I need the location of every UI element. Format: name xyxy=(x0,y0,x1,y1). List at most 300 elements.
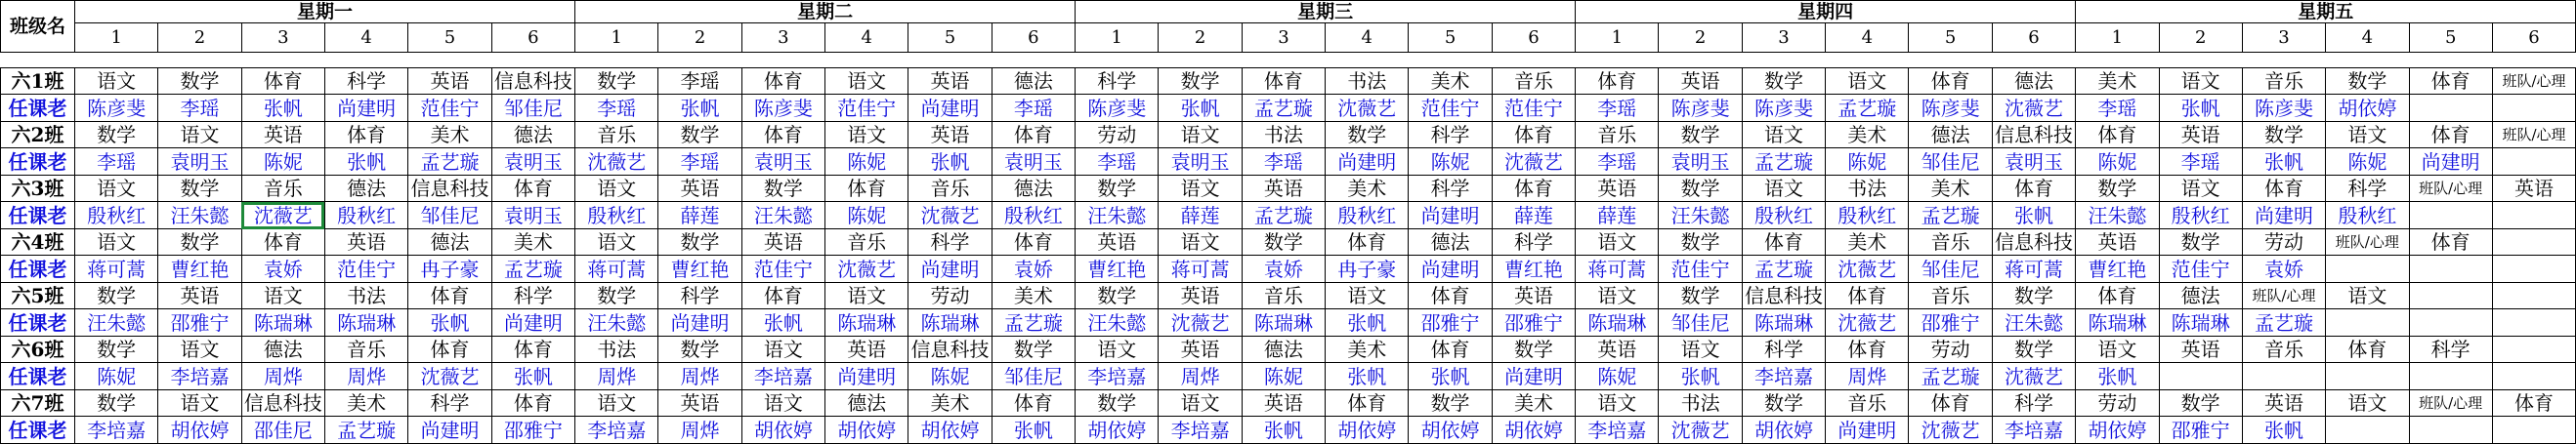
spacer-cell[interactable] xyxy=(1576,53,1659,68)
spacer-cell[interactable] xyxy=(741,53,824,68)
teacher-cell[interactable]: 陈瑞琳 xyxy=(825,309,908,337)
teacher-cell[interactable]: 张帆 xyxy=(408,309,491,337)
subject-cell[interactable]: 英语 xyxy=(908,68,992,95)
subject-cell[interactable]: 英语 xyxy=(1242,176,1325,202)
subject-cell[interactable]: 数学 xyxy=(75,122,158,148)
subject-cell[interactable]: 美术 xyxy=(2076,68,2159,95)
teacher-cell[interactable]: 蒋可蒿 xyxy=(1576,256,1659,283)
teacher-cell[interactable]: 尚建明 xyxy=(1409,202,1492,229)
teacher-cell[interactable]: 范佳宁 xyxy=(1409,95,1492,122)
period-number-header[interactable]: 1 xyxy=(75,23,158,53)
subject-cell[interactable]: 书法 xyxy=(1326,68,1409,95)
subject-cell[interactable]: 语文 xyxy=(741,337,824,363)
period-number-header[interactable]: 3 xyxy=(1242,23,1325,53)
period-number-header[interactable]: 2 xyxy=(1159,23,1242,53)
subject-cell[interactable]: 数学 xyxy=(1409,390,1492,417)
teacher-cell[interactable]: 胡依婷 xyxy=(908,417,992,444)
subject-cell[interactable]: 音乐 xyxy=(1242,283,1325,309)
subject-cell[interactable]: 体育 xyxy=(1409,283,1492,309)
teacher-cell[interactable]: 范佳宁 xyxy=(1659,256,1742,283)
teacher-cell[interactable]: 胡依婷 xyxy=(2326,95,2409,122)
subject-cell[interactable]: 科学 xyxy=(491,283,574,309)
subject-cell[interactable]: 体育 xyxy=(241,68,324,95)
subject-cell[interactable]: 科学 xyxy=(2326,176,2409,202)
subject-cell[interactable]: 英语 xyxy=(1492,283,1575,309)
teacher-cell[interactable]: 张帆 xyxy=(992,417,1075,444)
spacer-cell[interactable] xyxy=(1826,53,1909,68)
teacher-cell[interactable]: 曹红艳 xyxy=(658,256,741,283)
teacher-cell[interactable] xyxy=(2326,417,2409,444)
teacher-cell[interactable]: 袁娇 xyxy=(241,256,324,283)
teacher-cell[interactable] xyxy=(2409,256,2492,283)
subject-cell[interactable]: 书法 xyxy=(575,337,658,363)
subject-cell[interactable]: 英语 xyxy=(658,176,741,202)
subject-cell[interactable]: 体育 xyxy=(825,176,908,202)
spacer-cell[interactable] xyxy=(2242,53,2325,68)
row-label[interactable]: 任课老 xyxy=(1,363,75,390)
teacher-cell[interactable]: 孟艺璇 xyxy=(992,309,1075,337)
subject-cell[interactable]: 体育 xyxy=(1326,229,1409,256)
subject-cell[interactable]: 体育 xyxy=(1242,68,1325,95)
teacher-cell[interactable]: 胡依婷 xyxy=(1492,417,1575,444)
subject-cell[interactable]: 李瑶 xyxy=(658,68,741,95)
subject-cell[interactable]: 数学 xyxy=(1659,229,1742,256)
period-number-header[interactable]: 3 xyxy=(2242,23,2325,53)
subject-cell[interactable]: 音乐 xyxy=(1576,122,1659,148)
subject-cell[interactable]: 英语 xyxy=(1576,337,1659,363)
teacher-cell[interactable]: 胡依婷 xyxy=(2076,417,2159,444)
subject-cell[interactable]: 语文 xyxy=(825,122,908,148)
subject-cell[interactable]: 英语 xyxy=(908,122,992,148)
subject-cell[interactable]: 信息科技 xyxy=(1992,122,2075,148)
subject-cell[interactable]: 语文 xyxy=(825,68,908,95)
subject-cell[interactable]: 班队/心理 xyxy=(2492,122,2575,148)
subject-cell[interactable]: 音乐 xyxy=(2242,337,2325,363)
subject-cell[interactable]: 科学 xyxy=(1742,337,1825,363)
subject-cell[interactable]: 音乐 xyxy=(241,176,324,202)
row-label[interactable]: 任课老 xyxy=(1,202,75,229)
subject-cell[interactable]: 语文 xyxy=(2326,283,2409,309)
subject-cell[interactable]: 英语 xyxy=(825,337,908,363)
subject-cell[interactable]: 德法 xyxy=(992,176,1075,202)
subject-cell[interactable]: 信息科技 xyxy=(908,337,992,363)
teacher-cell[interactable] xyxy=(2326,309,2409,337)
subject-cell[interactable]: 书法 xyxy=(1659,390,1742,417)
teacher-cell[interactable]: 邵雅宁 xyxy=(1492,309,1575,337)
subject-cell[interactable]: 语文 xyxy=(2326,390,2409,417)
day-header[interactable]: 星期三 xyxy=(1076,1,1576,23)
teacher-cell[interactable]: 李培嘉 xyxy=(1576,417,1659,444)
teacher-cell[interactable]: 李瑶 xyxy=(992,95,1075,122)
period-number-header[interactable]: 2 xyxy=(1659,23,1742,53)
subject-cell[interactable]: 体育 xyxy=(741,122,824,148)
subject-cell[interactable]: 语文 xyxy=(575,176,658,202)
teacher-cell[interactable]: 张帆 xyxy=(1159,95,1242,122)
teacher-cell[interactable]: 邹佳尼 xyxy=(1909,148,1992,176)
teacher-cell[interactable]: 沈薇艺 xyxy=(241,202,324,229)
teacher-cell[interactable]: 沈薇艺 xyxy=(908,202,992,229)
teacher-cell[interactable] xyxy=(2492,256,2575,283)
subject-cell[interactable]: 体育 xyxy=(2492,390,2575,417)
spacer-cell[interactable] xyxy=(658,53,741,68)
teacher-cell[interactable]: 袁明玉 xyxy=(491,202,574,229)
subject-cell[interactable]: 劳动 xyxy=(908,283,992,309)
subject-cell[interactable]: 科学 xyxy=(1992,390,2075,417)
teacher-cell[interactable]: 尚建明 xyxy=(908,95,992,122)
teacher-cell[interactable]: 孟艺璇 xyxy=(1826,95,1909,122)
subject-cell[interactable]: 数学 xyxy=(1742,390,1825,417)
teacher-cell[interactable]: 李培嘉 xyxy=(1076,363,1159,390)
subject-cell[interactable]: 劳动 xyxy=(2076,390,2159,417)
teacher-cell[interactable]: 尚建明 xyxy=(1492,363,1575,390)
subject-cell[interactable]: 英语 xyxy=(741,229,824,256)
teacher-cell[interactable]: 陈瑞琳 xyxy=(1576,309,1659,337)
teacher-cell[interactable]: 陈妮 xyxy=(1576,363,1659,390)
teacher-cell[interactable]: 汪朱懿 xyxy=(75,309,158,337)
spacer-cell[interactable] xyxy=(908,53,992,68)
subject-cell[interactable]: 英语 xyxy=(158,283,241,309)
subject-cell[interactable]: 语文 xyxy=(1659,337,1742,363)
spacer-cell[interactable] xyxy=(1,53,75,68)
subject-cell[interactable]: 班队/心理 xyxy=(2492,68,2575,95)
subject-cell[interactable]: 英语 xyxy=(408,68,491,95)
period-number-header[interactable]: 5 xyxy=(908,23,992,53)
teacher-cell[interactable]: 袁明玉 xyxy=(1659,148,1742,176)
period-number-header[interactable]: 6 xyxy=(2492,23,2575,53)
teacher-cell[interactable]: 沈薇艺 xyxy=(1826,256,1909,283)
spacer-cell[interactable] xyxy=(1326,53,1409,68)
subject-cell[interactable]: 体育 xyxy=(1326,390,1409,417)
subject-cell[interactable]: 体育 xyxy=(1492,122,1575,148)
subject-cell[interactable]: 语文 xyxy=(575,229,658,256)
teacher-cell[interactable]: 尚建明 xyxy=(1326,148,1409,176)
teacher-cell[interactable]: 胡依婷 xyxy=(741,417,824,444)
subject-cell[interactable]: 数学 xyxy=(158,176,241,202)
day-header[interactable]: 星期五 xyxy=(2076,1,2576,23)
subject-cell[interactable]: 语文 xyxy=(241,283,324,309)
subject-cell[interactable]: 英语 xyxy=(2242,390,2325,417)
teacher-cell[interactable]: 范佳宁 xyxy=(1492,95,1575,122)
teacher-cell[interactable]: 陈瑞琳 xyxy=(2159,309,2242,337)
teacher-cell[interactable]: 周烨 xyxy=(1826,363,1909,390)
subject-cell[interactable]: 音乐 xyxy=(1909,229,1992,256)
subject-cell[interactable]: 美术 xyxy=(408,122,491,148)
teacher-cell[interactable]: 陈妮 xyxy=(908,363,992,390)
subject-cell[interactable]: 数学 xyxy=(2242,122,2325,148)
teacher-cell[interactable]: 孟艺璇 xyxy=(408,148,491,176)
teacher-cell[interactable] xyxy=(2492,309,2575,337)
teacher-cell[interactable]: 陈妮 xyxy=(241,148,324,176)
teacher-cell[interactable]: 周烨 xyxy=(241,363,324,390)
subject-cell[interactable]: 书法 xyxy=(1242,122,1325,148)
teacher-cell[interactable]: 孟艺璇 xyxy=(1909,363,1992,390)
teacher-cell[interactable]: 沈薇艺 xyxy=(408,363,491,390)
subject-cell[interactable]: 语文 xyxy=(1159,390,1242,417)
subject-cell[interactable]: 英语 xyxy=(1159,337,1242,363)
subject-cell[interactable]: 数学 xyxy=(1992,337,2075,363)
teacher-cell[interactable]: 沈薇艺 xyxy=(1659,417,1742,444)
row-label[interactable]: 六5班 xyxy=(1,283,75,309)
teacher-cell[interactable]: 邵雅宁 xyxy=(1409,309,1492,337)
subject-cell[interactable]: 美术 xyxy=(491,229,574,256)
subject-cell[interactable]: 音乐 xyxy=(324,337,407,363)
subject-cell[interactable]: 数学 xyxy=(992,337,1075,363)
subject-cell[interactable]: 德法 xyxy=(408,229,491,256)
period-number-header[interactable]: 4 xyxy=(324,23,407,53)
teacher-cell[interactable]: 陈妮 xyxy=(2076,148,2159,176)
subject-cell[interactable]: 体育 xyxy=(741,283,824,309)
teacher-cell[interactable]: 李瑶 xyxy=(158,95,241,122)
subject-cell[interactable]: 语文 xyxy=(1576,283,1659,309)
teacher-cell[interactable] xyxy=(2159,363,2242,390)
teacher-cell[interactable]: 邵佳尼 xyxy=(241,417,324,444)
teacher-cell[interactable]: 邵雅宁 xyxy=(2159,417,2242,444)
subject-cell[interactable]: 体育 xyxy=(1826,283,1909,309)
subject-cell[interactable]: 语文 xyxy=(1742,176,1825,202)
subject-cell[interactable]: 语文 xyxy=(1159,122,1242,148)
period-number-header[interactable]: 3 xyxy=(241,23,324,53)
subject-cell[interactable]: 美术 xyxy=(908,390,992,417)
teacher-cell[interactable]: 汪朱懿 xyxy=(1992,309,2075,337)
teacher-cell[interactable] xyxy=(2492,202,2575,229)
teacher-cell[interactable]: 邵雅宁 xyxy=(1909,309,1992,337)
subject-cell[interactable]: 科学 xyxy=(1492,229,1575,256)
subject-cell[interactable]: 班队/心理 xyxy=(2409,176,2492,202)
subject-cell[interactable]: 体育 xyxy=(992,390,1075,417)
teacher-cell[interactable]: 袁明玉 xyxy=(1159,148,1242,176)
spacer-cell[interactable] xyxy=(1992,53,2075,68)
teacher-cell[interactable]: 尚建明 xyxy=(1826,417,1909,444)
subject-cell[interactable]: 德法 xyxy=(241,337,324,363)
subject-cell[interactable]: 数学 xyxy=(75,337,158,363)
teacher-cell[interactable]: 陈瑞琳 xyxy=(324,309,407,337)
spacer-cell[interactable] xyxy=(491,53,574,68)
teacher-cell[interactable]: 殷秋红 xyxy=(1742,202,1825,229)
teacher-cell[interactable]: 李瑶 xyxy=(1242,148,1325,176)
subject-cell[interactable]: 语文 xyxy=(1826,68,1909,95)
teacher-cell[interactable]: 李培嘉 xyxy=(158,363,241,390)
subject-cell[interactable]: 英语 xyxy=(2159,337,2242,363)
teacher-cell[interactable]: 袁娇 xyxy=(2242,256,2325,283)
subject-cell[interactable]: 体育 xyxy=(992,229,1075,256)
teacher-cell[interactable]: 李培嘉 xyxy=(75,417,158,444)
subject-cell[interactable]: 数学 xyxy=(75,390,158,417)
period-number-header[interactable]: 1 xyxy=(1576,23,1659,53)
subject-cell[interactable]: 语文 xyxy=(1076,337,1159,363)
teacher-cell[interactable]: 周烨 xyxy=(575,363,658,390)
period-number-header[interactable]: 2 xyxy=(658,23,741,53)
teacher-cell[interactable]: 袁明玉 xyxy=(491,148,574,176)
subject-cell[interactable]: 数学 xyxy=(2076,176,2159,202)
subject-cell[interactable]: 德法 xyxy=(2159,283,2242,309)
subject-cell[interactable]: 体育 xyxy=(491,390,574,417)
subject-cell[interactable]: 数学 xyxy=(1076,176,1159,202)
subject-cell[interactable]: 数学 xyxy=(75,283,158,309)
teacher-cell[interactable]: 沈薇艺 xyxy=(575,148,658,176)
teacher-cell[interactable]: 张帆 xyxy=(1326,363,1409,390)
teacher-cell[interactable]: 孟艺璇 xyxy=(1242,202,1325,229)
subject-cell[interactable]: 音乐 xyxy=(1826,390,1909,417)
subject-cell[interactable] xyxy=(2492,283,2575,309)
teacher-cell[interactable]: 薛莲 xyxy=(1159,202,1242,229)
teacher-cell[interactable]: 尚建明 xyxy=(324,95,407,122)
subject-cell[interactable]: 班队/心理 xyxy=(2326,229,2409,256)
subject-cell[interactable]: 英语 xyxy=(1159,283,1242,309)
teacher-cell[interactable]: 孟艺璇 xyxy=(491,256,574,283)
subject-cell[interactable]: 科学 xyxy=(408,390,491,417)
teacher-cell[interactable]: 张帆 xyxy=(1242,417,1325,444)
teacher-cell[interactable]: 薛莲 xyxy=(1576,202,1659,229)
subject-cell[interactable]: 语文 xyxy=(158,337,241,363)
teacher-cell[interactable]: 袁明玉 xyxy=(1992,148,2075,176)
teacher-cell[interactable]: 范佳宁 xyxy=(2159,256,2242,283)
subject-cell[interactable]: 数学 xyxy=(158,68,241,95)
teacher-cell[interactable]: 尚建明 xyxy=(2242,202,2325,229)
subject-cell[interactable]: 英语 xyxy=(2159,122,2242,148)
teacher-cell[interactable]: 周烨 xyxy=(658,363,741,390)
spacer-cell[interactable] xyxy=(1909,53,1992,68)
subject-cell[interactable]: 语文 xyxy=(2076,337,2159,363)
teacher-cell[interactable]: 汪朱懿 xyxy=(741,202,824,229)
period-number-header[interactable]: 1 xyxy=(2076,23,2159,53)
teacher-cell[interactable] xyxy=(2409,363,2492,390)
subject-cell[interactable]: 音乐 xyxy=(1909,283,1992,309)
teacher-cell[interactable]: 陈彦斐 xyxy=(75,95,158,122)
subject-cell[interactable]: 体育 xyxy=(241,229,324,256)
teacher-cell[interactable]: 张帆 xyxy=(1992,202,2075,229)
subject-cell[interactable]: 数学 xyxy=(575,283,658,309)
teacher-cell[interactable] xyxy=(2409,95,2492,122)
subject-cell[interactable]: 语文 xyxy=(1159,229,1242,256)
spacer-cell[interactable] xyxy=(2326,53,2409,68)
teacher-cell[interactable]: 胡依婷 xyxy=(825,417,908,444)
row-label[interactable]: 任课老 xyxy=(1,256,75,283)
teacher-cell[interactable]: 邹佳尼 xyxy=(491,95,574,122)
row-label[interactable]: 任课老 xyxy=(1,417,75,444)
subject-cell[interactable]: 数学 xyxy=(658,337,741,363)
teacher-cell[interactable]: 沈薇艺 xyxy=(825,256,908,283)
subject-cell[interactable]: 德法 xyxy=(825,390,908,417)
teacher-cell[interactable]: 薛莲 xyxy=(1492,202,1575,229)
spacer-cell[interactable] xyxy=(575,53,658,68)
teacher-cell[interactable]: 汪朱懿 xyxy=(1076,202,1159,229)
teacher-cell[interactable] xyxy=(2492,363,2575,390)
subject-cell[interactable]: 音乐 xyxy=(825,229,908,256)
subject-cell[interactable]: 体育 xyxy=(408,283,491,309)
teacher-cell[interactable]: 陈瑞琳 xyxy=(1742,309,1825,337)
subject-cell[interactable]: 英语 xyxy=(2076,229,2159,256)
teacher-cell[interactable]: 李瑶 xyxy=(2076,95,2159,122)
subject-cell[interactable]: 体育 xyxy=(1909,390,1992,417)
subject-cell[interactable]: 数学 xyxy=(2159,229,2242,256)
teacher-cell[interactable]: 汪朱懿 xyxy=(1659,202,1742,229)
subject-cell[interactable]: 数学 xyxy=(1659,176,1742,202)
subject-cell[interactable]: 德法 xyxy=(1242,337,1325,363)
subject-cell[interactable]: 科学 xyxy=(658,283,741,309)
subject-cell[interactable]: 语文 xyxy=(158,122,241,148)
subject-cell[interactable]: 体育 xyxy=(2076,122,2159,148)
teacher-cell[interactable]: 陈瑞琳 xyxy=(1242,309,1325,337)
subject-cell[interactable]: 科学 xyxy=(908,229,992,256)
subject-cell[interactable]: 数学 xyxy=(575,68,658,95)
subject-cell[interactable]: 数学 xyxy=(1326,122,1409,148)
subject-cell[interactable]: 英语 xyxy=(241,122,324,148)
subject-cell[interactable]: 德法 xyxy=(491,122,574,148)
teacher-cell[interactable]: 蒋可蒿 xyxy=(1159,256,1242,283)
subject-cell[interactable]: 英语 xyxy=(1242,390,1325,417)
row-label[interactable]: 六3班 xyxy=(1,176,75,202)
subject-cell[interactable]: 数学 xyxy=(2159,390,2242,417)
row-label[interactable]: 六4班 xyxy=(1,229,75,256)
teacher-cell[interactable] xyxy=(2326,363,2409,390)
subject-cell[interactable]: 英语 xyxy=(1659,68,1742,95)
teacher-cell[interactable]: 张帆 xyxy=(2242,417,2325,444)
teacher-cell[interactable]: 周烨 xyxy=(1159,363,1242,390)
teacher-cell[interactable]: 李瑶 xyxy=(575,95,658,122)
subject-cell[interactable]: 语文 xyxy=(1742,122,1825,148)
teacher-cell[interactable]: 袁娇 xyxy=(1242,256,1325,283)
teacher-cell[interactable]: 陈彦斐 xyxy=(1909,95,1992,122)
period-number-header[interactable]: 6 xyxy=(992,23,1075,53)
teacher-cell[interactable]: 孟艺璇 xyxy=(2242,309,2325,337)
subject-cell[interactable]: 音乐 xyxy=(575,122,658,148)
subject-cell[interactable]: 德法 xyxy=(1409,229,1492,256)
teacher-cell[interactable]: 张帆 xyxy=(241,95,324,122)
teacher-cell[interactable]: 周烨 xyxy=(324,363,407,390)
period-number-header[interactable]: 6 xyxy=(1492,23,1575,53)
subject-cell[interactable]: 体育 xyxy=(1992,176,2075,202)
teacher-cell[interactable]: 袁明玉 xyxy=(992,148,1075,176)
subject-cell[interactable]: 语文 xyxy=(158,390,241,417)
teacher-cell[interactable] xyxy=(2326,256,2409,283)
subject-cell[interactable]: 体育 xyxy=(491,176,574,202)
subject-cell[interactable] xyxy=(2492,229,2575,256)
subject-cell[interactable]: 书法 xyxy=(324,283,407,309)
subject-cell[interactable]: 语文 xyxy=(2326,122,2409,148)
period-number-header[interactable]: 6 xyxy=(1992,23,2075,53)
teacher-cell[interactable]: 陈妮 xyxy=(1409,148,1492,176)
subject-cell[interactable]: 美术 xyxy=(1826,122,1909,148)
subject-cell[interactable]: 信息科技 xyxy=(1742,283,1825,309)
subject-cell[interactable] xyxy=(2492,337,2575,363)
teacher-cell[interactable]: 曹红艳 xyxy=(1076,256,1159,283)
teacher-cell[interactable]: 冉子豪 xyxy=(1326,256,1409,283)
spacer-cell[interactable] xyxy=(2076,53,2159,68)
subject-cell[interactable]: 德法 xyxy=(324,176,407,202)
period-number-header[interactable]: 5 xyxy=(408,23,491,53)
teacher-cell[interactable]: 张帆 xyxy=(2076,363,2159,390)
subject-cell[interactable]: 科学 xyxy=(324,68,407,95)
teacher-cell[interactable]: 邹佳尼 xyxy=(1659,309,1742,337)
subject-cell[interactable]: 英语 xyxy=(1576,176,1659,202)
teacher-cell[interactable]: 范佳宁 xyxy=(324,256,407,283)
teacher-cell[interactable]: 蒋可蒿 xyxy=(575,256,658,283)
teacher-cell[interactable]: 陈彦斐 xyxy=(1659,95,1742,122)
subject-cell[interactable]: 科学 xyxy=(1409,122,1492,148)
spacer-cell[interactable] xyxy=(408,53,491,68)
teacher-cell[interactable]: 张帆 xyxy=(1326,309,1409,337)
spacer-cell[interactable] xyxy=(1492,53,1575,68)
subject-cell[interactable]: 科学 xyxy=(2409,337,2492,363)
row-label[interactable]: 任课老 xyxy=(1,148,75,176)
teacher-cell[interactable]: 邵雅宁 xyxy=(491,417,574,444)
teacher-cell[interactable]: 沈薇艺 xyxy=(1826,309,1909,337)
period-number-header[interactable]: 5 xyxy=(1909,23,1992,53)
teacher-cell[interactable]: 殷秋红 xyxy=(1326,202,1409,229)
teacher-cell[interactable]: 胡依婷 xyxy=(1409,417,1492,444)
teacher-cell[interactable]: 沈薇艺 xyxy=(1992,95,2075,122)
teacher-cell[interactable]: 尚建明 xyxy=(825,363,908,390)
